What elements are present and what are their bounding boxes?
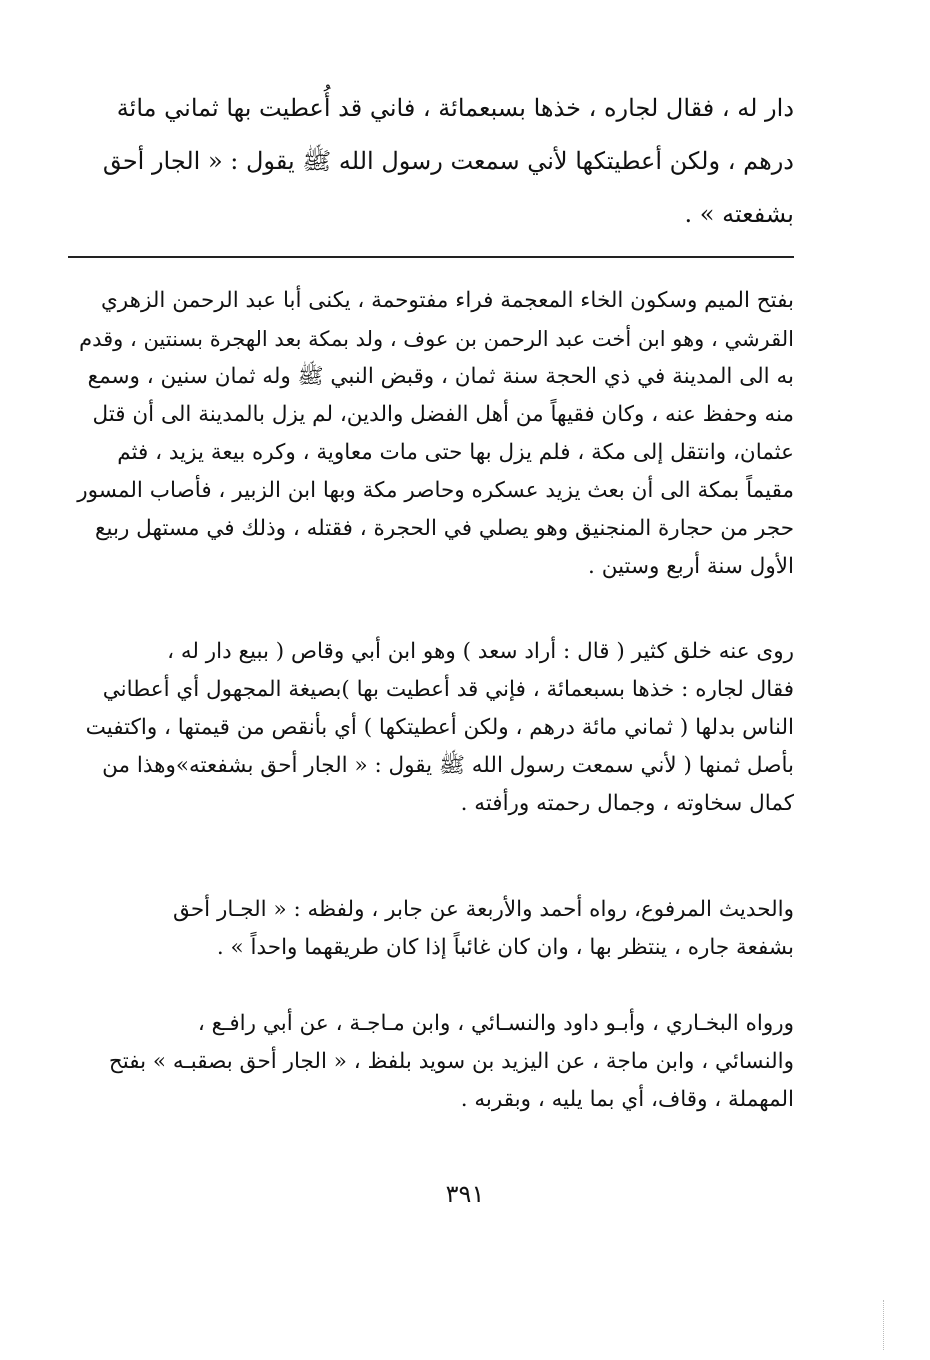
footnote-hadith-source	[68, 891, 794, 967]
footnote-line: بشفعة جاره ، ينتظر بها ، وان كان غائباً إذا كان طريقهما واحداً » .	[216, 935, 794, 960]
footnote-line: والحديث المرفوع، رواه أحمد والأربعة عن جابر ، ولفظه : « الجـار أحق	[172, 897, 794, 922]
footnote-biography	[68, 282, 794, 586]
footnote-narrations	[68, 1005, 794, 1119]
main-text-line: درهم ، ولكن أعطيتكها لأني سمعت رسول الله ﷺ يقول : « الجار أحق	[102, 147, 794, 175]
main-text-line: دار له ، فقال لجاره ، خذها بسبعمائة ، فاني قد أُعطيت بها ثماني مائة	[116, 94, 794, 122]
footnote-line: القرشي ، وهو ابن أخت عبد الرحمن بن عوف ، ولد بمكة بعد الهجرة بسنتين ، وقدم	[79, 327, 794, 351]
footnote-line: والنسائي ، وابن ماجة ، عن اليزيد بن سويد بلفظ ، « الجار أحق بصقبـه » بفتح	[108, 1049, 794, 1074]
footnote-line: روى عنه خلق كثير ( قال : أراد سعد ) وهو ابن أبي وقاص ( ببيع دار له ،	[167, 639, 794, 664]
footnote-line: حجر من حجارة المنجنيق وهو يصلي في الحجرة ، فقتله ، وذلك في مستهل ربيع	[95, 516, 794, 541]
page-number: ٣٩١	[445, 1180, 485, 1208]
footnote-line: كمال سخاوته ، وجمال رحمته ورأفته .	[460, 791, 794, 816]
main-text	[68, 82, 794, 241]
footnote-commentary	[68, 633, 794, 823]
footnote-line: المهملة ، وقاف، أي بما يليه ، وبقربه .	[460, 1087, 794, 1112]
footnote-line: الأول سنة أربع وستين .	[588, 554, 794, 579]
footnote-line: بفتح الميم وسكون الخاء المعجمة فراء مفتوحمة ، يكنى أبا عبد الرحمن الزهري	[100, 288, 794, 313]
footnote-separator	[68, 256, 794, 258]
footnote-line: منه وحفظ عنه ، وكان فقيهاً من أهل الفضل والدين، لم يزل بالمدينة الى أن قتل	[92, 402, 794, 427]
footnote-line: عثمان، وانتقل إلى مكة ، فلم يزل بها حتى مات معاوية ، وكره بيعة يزيد ، فثم	[117, 440, 794, 465]
footnote-line: بأصل ثمنها ( لأني سمعت رسول الله ﷺ يقول : « الجار أحق بشفعته»وهذا من	[102, 753, 794, 778]
scan-margin-mark	[883, 1300, 896, 1350]
main-text-line: بشفعته » .	[684, 200, 794, 228]
footnote-line: الناس بدلها ( ثماني مائة درهم ، ولكن أعطيتكها ) أي بأنقص من قيمتها ، واكتفيت	[85, 715, 794, 740]
footnote-line: ورواه البخـاري ، وأبـو داود والنسـائي ، وابن مـاجـة ، عن أبي رافـع ،	[197, 1011, 794, 1036]
footnote-line: فقال لجاره : خذها بسبعمائة ، فإني قد أعطيت بها )بصيغة المجهول أي أعطاني	[102, 677, 794, 702]
footnote-line: به الى المدينة في ذي الحجة سنة ثمان ، وقبض النبي ﷺ وله ثمان سنين ، وسمع	[87, 364, 794, 389]
footnote-line: مقيماً بمكة الى أن بعث يزيد عسكره وحاصر مكة وبها ابن الزبير ، فأصاب المسور	[77, 478, 794, 503]
